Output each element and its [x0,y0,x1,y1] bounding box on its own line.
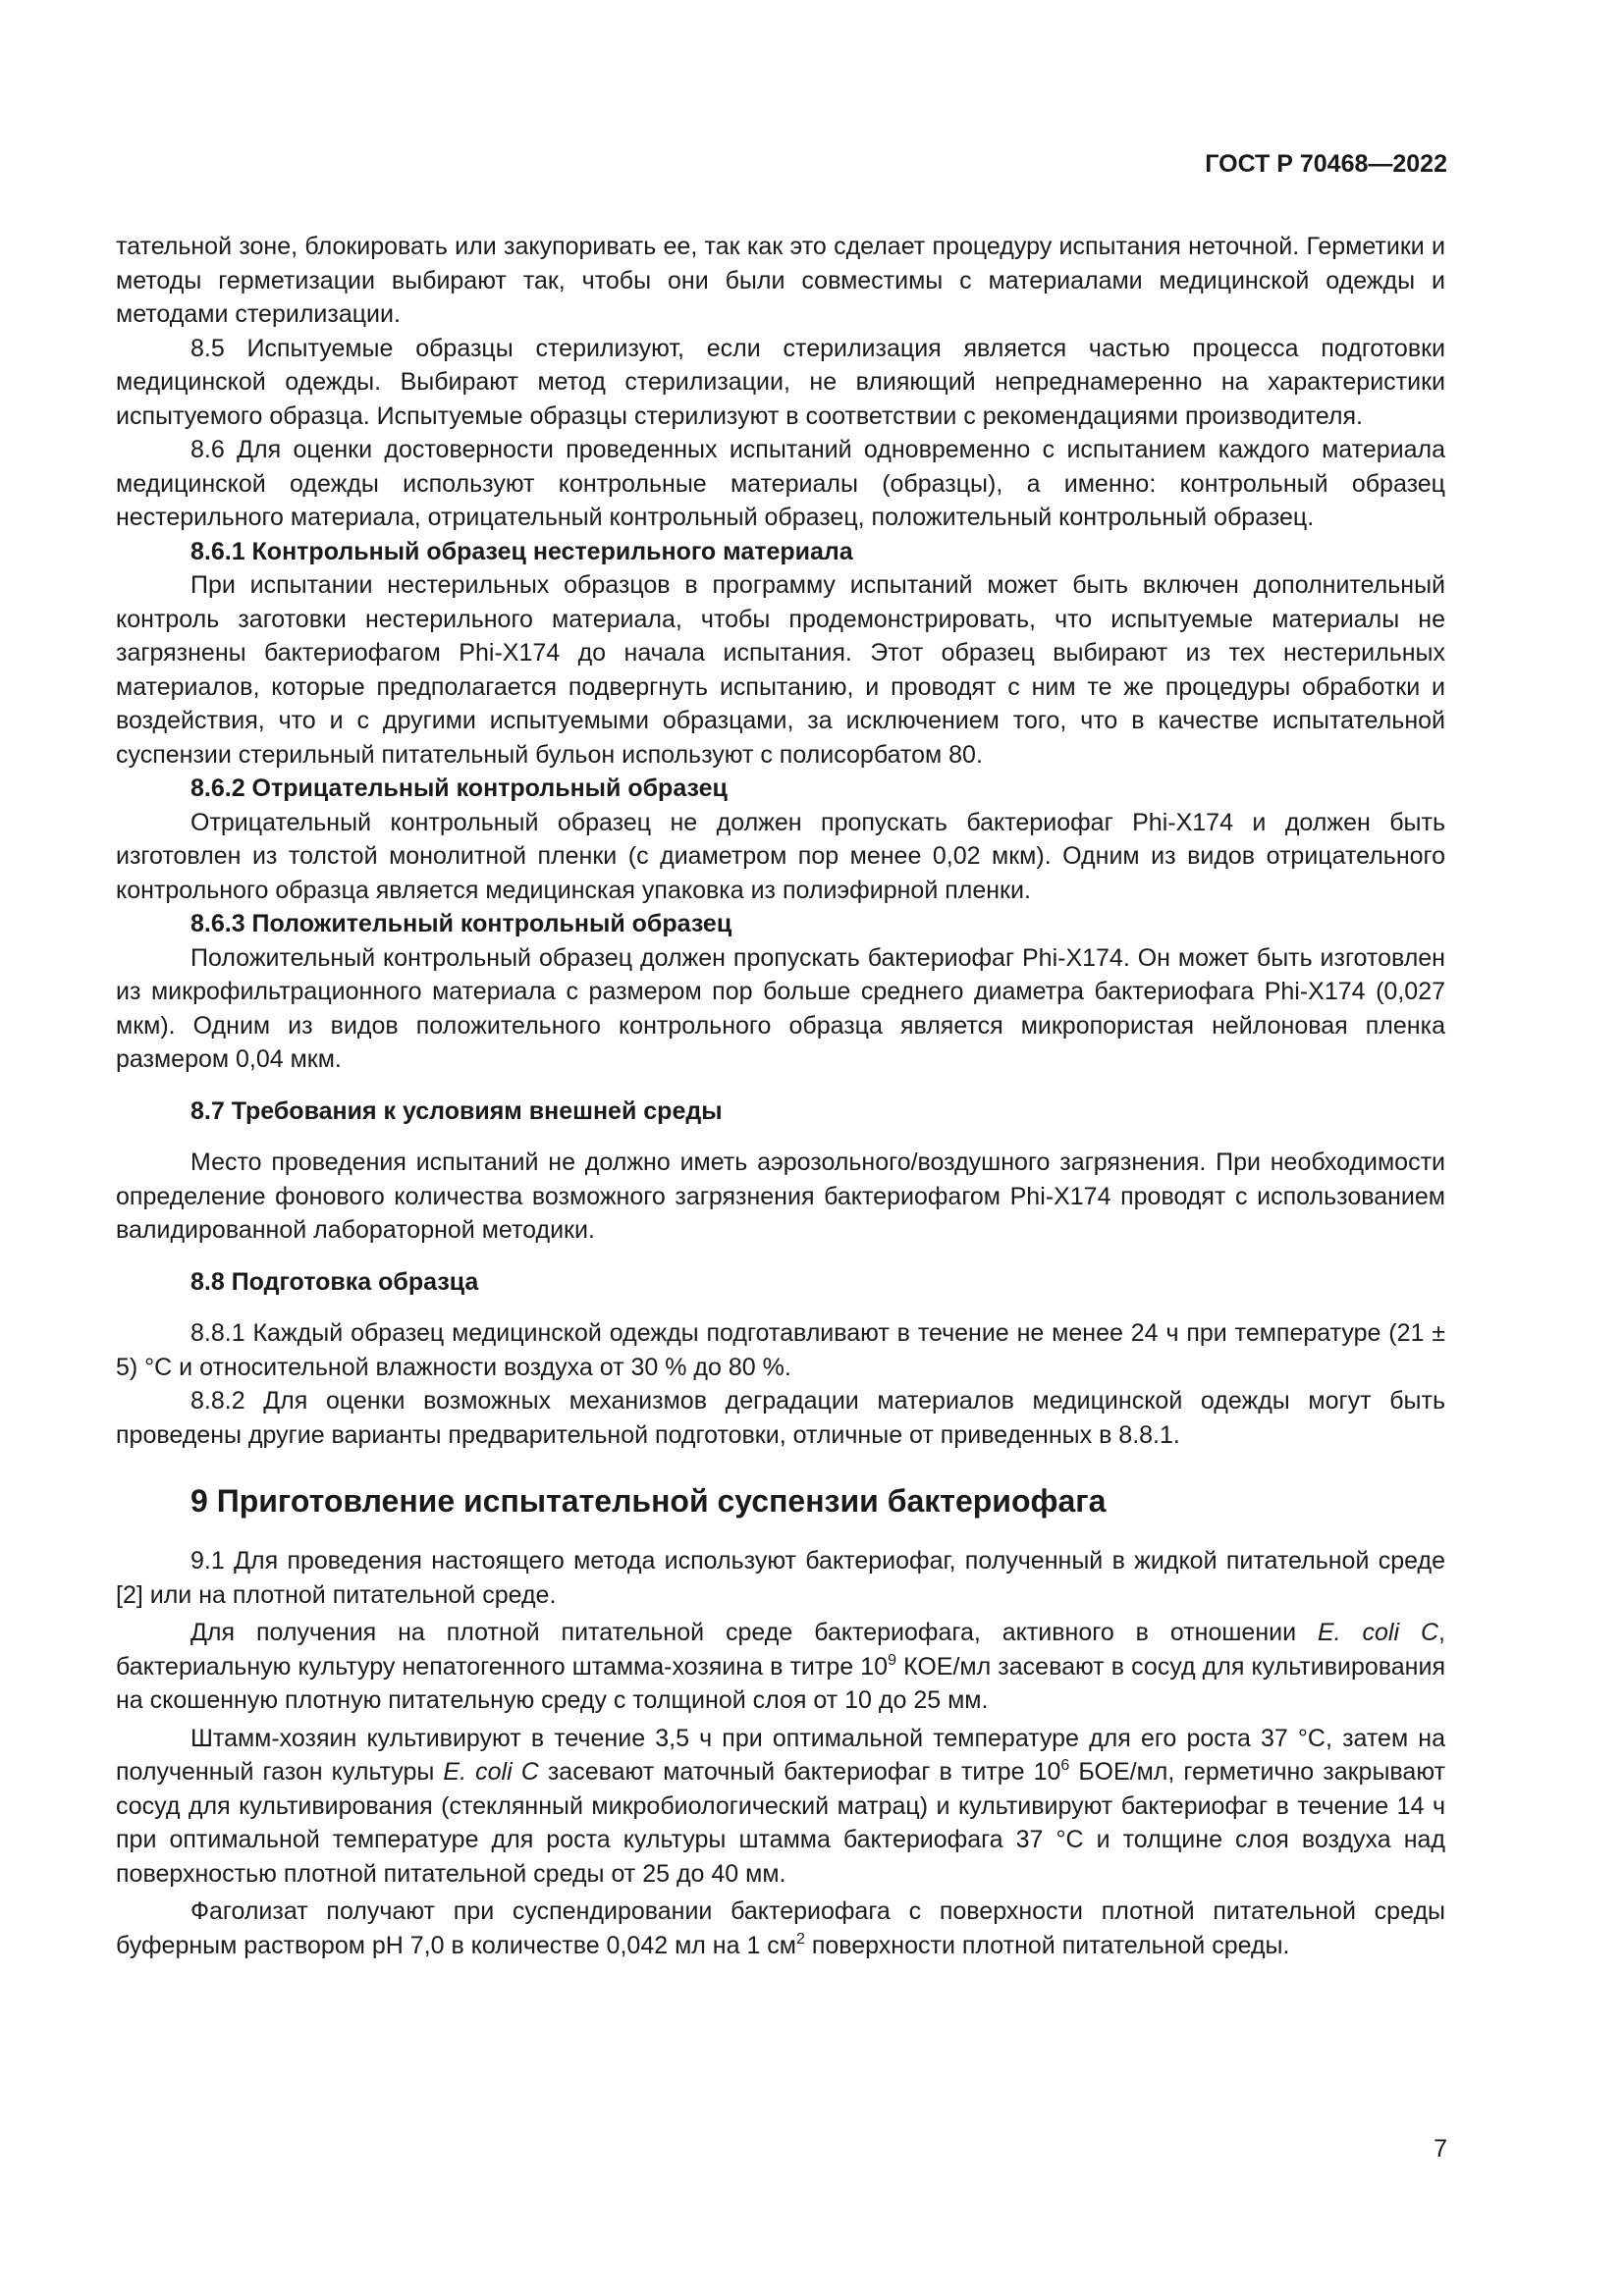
paragraph-8-8-2: 8.8.2 Для оценки возможных механизмов деградации материалов медицинской одежды могут быть проведены другие варианты предварительной подготовки, отличные от приведенных в 8.8.1. [116,1387,1445,1449]
paragraph-8-6-3: Положительный контрольный образец должен пропускать бактериофаг Phi-X174. Он может быть изготовлен из микрофильтрационного материала с размером пор больше среднего диаметра бактериофага Phi-X174 (0,027 мкм). Одним из видов положительного контрольного образца является микропористая нейлоновая пленка размером 0,04 мкм. [116,943,1445,1073]
heading-8-7: 8.7 Требования к условиям внешней среды [190,1096,723,1125]
page-number: 7 [1434,2135,1447,2163]
organism-name: E. coli C [443,1758,539,1786]
paragraph-continued: тательной зоне, блокировать или закупоривать ее, так как это сделает процедуру испытания неточной. Герметики и методы герметизации выбирают так, чтобы они были совместимы с материалами медицинской одежды и методами стерилизации. [116,233,1445,328]
text-run: КОЕ/мл засевают в сосуд для культивирования на скошенную плотную питательную среду с толщиной слоя от 10 до 25 мм. [116,1652,1445,1714]
paragraph-8-5: 8.5 Испытуемые образцы стерилизуют, если стерилизация является частью процесса подготовки медицинской одежды. Выбирают метод стерилизации, не влияющий непреднамеренно на характеристики испытуемого образца. Испытуемые образцы стерилизуют в соответствии с рекомендациями производителя. [116,334,1445,430]
exponent: 9 [888,1651,896,1669]
exponent: 6 [1060,1757,1070,1774]
text-run: Фаголизат получают при суспендировании бактериофага с поверхности плотной питательной среды буферным раствором рН 7,0 в количестве 0,042 мл на 1 см [116,1897,1445,1959]
text-run: БОЕ/мл, герметично закрывают сосуд для культивирования (стеклянный микробиологический матрац) и культивируют бактериофаг в течение 14 ч при оптимальной температуре для роста культуры штамма бактериофага 37 °С и толщине слоя воздуха над поверхностью плотной питательной среды от 25 до 40 мм. [116,1758,1445,1888]
heading-8-6-3: 8.6.3 Положительный контрольный образец [190,910,732,937]
paragraph-9-1-a [116,1616,1445,1718]
heading-8-6-2: 8.6.2 Отрицательный контрольный образец [190,774,728,802]
paragraph-9-1: 9.1 Для проведения настоящего метода используют бактериофаг, полученный в жидкой питательной среде [2] или на плотной питательной среде. [116,1547,1445,1609]
text-run: поверхности плотной питательной среды. [804,1931,1290,1959]
heading-8-6-1: 8.6.1 Контрольный образец нестерильного материала [190,537,853,565]
paragraph-9-1-b [116,1722,1445,1892]
document-header: ГОСТ Р 70468—2022 [1205,150,1447,178]
exponent: 2 [795,1930,805,1948]
text-run: засевают маточный бактериофаг в титре 10 [538,1758,1061,1786]
paragraph-8-6-2: Отрицательный контрольный образец не должен пропускать бактериофаг Phi-X174 и должен быть изготовлен из толстой монолитной пленки (с диаметром пор менее 0,02 мкм). Одним из видов отрицательного контрольного образца является медицинская упаковка из полиэфирной пленки. [116,808,1445,904]
document-body [116,230,1445,1962]
paragraph-8-6-1: При испытании нестерильных образцов в программу испытаний может быть включен дополнительный контроль заготовки нестерильного материала, чтобы продемонстрировать, что испытуемые материалы не загрязнены бактериофагом Phi-X174 до начала испытания. Этот образец выбирают из тех нестерильных материалов, которые предполагается подвергнуть испытанию, и проводят с ним те же процедуры обработки и воздействия, что и с другими испытуемыми образцами, за исключением того, что в качестве испытательной суспензии стерильный питательный бульон используют с полисорбатом 80. [116,571,1445,769]
heading-8-8: 8.8 Подготовка образца [190,1267,479,1296]
section-9-title: 9 Приготовление испытательной суспензии бактериофага [190,1483,1107,1519]
text-run: Для получения на плотной питательной среде бактериофага, активного в отношении [190,1619,1297,1646]
paragraph-8-8-1: 8.8.1 Каждый образец медицинской одежды подготавливают в течение не менее 24 ч при температуре (21 ± 5) °С и относительной влажности воздуха от 30 % до 80 %. [116,1319,1445,1381]
paragraph-8-7: Место проведения испытаний не должно иметь аэрозольного/воздушного загрязнения. При необходимости определение фонового количества возможного загрязнения бактериофагом Phi-X174 проводят с использованием валидированной лабораторной методики. [116,1148,1445,1244]
paragraph-9-1-c [116,1895,1445,1962]
text-run: Штамм-хозяин культивируют в течение 3,5 ч при оптимальной температуре для его роста 37 °С, затем на полученный газон культуры [116,1724,1445,1786]
paragraph-8-6: 8.6 Для оценки достоверности проведенных испытаний одновременно с испытанием каждого материала медицинской одежды используют контрольные материалы (образцы), а именно: контрольный образец нестерильного материала, отрицательный контрольный образец, положительный контрольный образец. [116,436,1445,531]
text-run: , бактериальную культуру непатогенного штамма-хозяина в титре 10 [116,1619,1445,1681]
organism-name: E. coli C [1317,1619,1439,1646]
